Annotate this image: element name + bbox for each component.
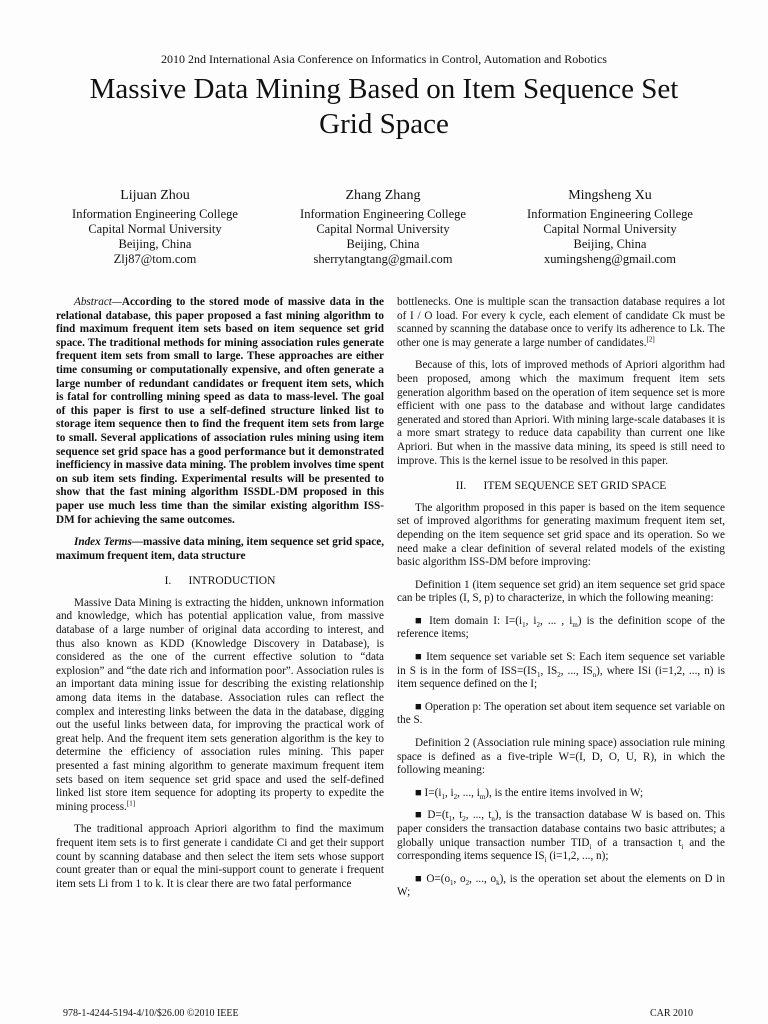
intro-paragraph-1: Massive Data Mining is extracting the hidden, unknown information and knowledge, which has potential application value, from massive database of a large number of original data according to interest, and thus also known as KDD (Knowledge Discovery in Database), is considered as the one of the current effective solution to “data explosion” and “the date rich and information poor”. Association rules is an important data mining issue for describing the existing relationship among data items in the database. Association rules can reflect the complex and interesting links between the data in the database, digging out the useful links between data, for improving the practical work of great help. And the frequent item sets generation algorithm is the key to determine the efficiency of association rules mining. This paper presented a fast mining algorithm to generate maximum frequent item sets based on item sequence set grid space and used the self-defined linked list store item sequence for adopting its property to expedite the mining process.[1]	[56, 596, 384, 813]
author-dept: Information Engineering College	[527, 207, 693, 221]
citation-ref[interactable]: [2]	[646, 335, 655, 344]
author-city: Beijing, China	[573, 237, 647, 251]
citation-ref[interactable]: [1]	[126, 799, 136, 808]
author-block-1	[35, 188, 275, 267]
author-city: Beijing, China	[346, 237, 420, 251]
paragraph-improved-methods: Because of this, lots of improved methods of Apriori algorithm had been proposed, among which the maximum frequent item sets generation algorithm based on the operation of item sequence set is more efficient with one pass to the database and without large candidates generated and stored than Apriori. With mining large-scale databases it is a more smart strategy to reduce data capability than current one like Apriori. But when in the massive data mining, its speed is still need to improve. This is the kernel issue to be resolved in this paper.	[397, 359, 725, 467]
bullet-database-d: ■ $D=(t_1$, $t_2$, ..., $t_n$), is the transaction database W is based on. This paper considers the transaction database contains two basic attributes; a globally unique transaction number $TID_i$ of a transaction $t_i$ and the corresponding items sequence $IS_i$ (i=1,2, ..., n);	[397, 809, 726, 865]
author-dept: Information Engineering College	[300, 207, 466, 221]
bullet-variable-set: ■ Item sequence set variable set S: Each item sequence set variable in S is in the form of $ISS=(IS_1$, $IS_2$, ..., $IS_n$), where ISi (i=1,2, ..., n) is item sequence defined on the I;	[397, 651, 725, 691]
index-terms-lead: Index Terms—	[74, 536, 144, 549]
bullet-operation-set-o: ■ $O=(o_1$, $o_2$, ..., $o_k$), is the operation set about the elements on D in W;	[397, 872, 726, 899]
author-email[interactable]: Zlj87@tom.com	[113, 252, 197, 266]
bullet-items-i: ■ $I=(i_1$, $i_2$, ..., $i_m$), is the entire items involved in W;	[415, 786, 644, 802]
index-terms	[56, 536, 384, 563]
left-column	[56, 296, 384, 900]
index-terms-text: massive data mining, item sequence set grid space, maximum frequent item, data structure	[56, 536, 384, 562]
paper-title-line-2: Grid Space	[319, 108, 449, 140]
author-block-3	[490, 188, 730, 267]
author-univ: Capital Normal University	[316, 222, 450, 236]
paragraph-bottlenecks: bottlenecks. One is multiple scan the transaction database requires a lot of I / O load. For every k cycle, each element of candidate Ck must be scanned by scanning the database once to verify its adherence to Lk. The other one is may generate a large number of candidates.[2]	[397, 296, 725, 349]
bullet-item-domain: ■ Item domain I: $I=(i_1$, $i_2$, ... , $i_m$) is the definition scope of the reference items;	[397, 614, 726, 641]
author-city: Beijing, China	[118, 237, 192, 251]
author-dept: Information Engineering College	[72, 207, 238, 221]
author-block-2	[263, 188, 503, 267]
footer-copyright: 978-1-4244-5194-4/10/$26.00 ©2010 IEEE	[63, 1008, 239, 1019]
intro-paragraph-2: The traditional approach Apriori algorithm to find the maximum frequent item sets is to first generate i candidate Ci and get their support count by scanning database and then select the item sets whose support count greater than or equal the mini-support count to generate i frequent item sets Li from 1 to k. It is clear there are two fatal performance	[56, 823, 384, 890]
conference-name: 2010 2nd International Asia Conference on Informatics in Control, Automation and Robotics	[161, 52, 607, 66]
abstract-lead: Abstract—	[74, 296, 122, 308]
paper-title-line-1: Massive Data Mining Based on Item Sequence Set	[89, 73, 679, 105]
author-name: Lijuan Zhou	[120, 188, 190, 203]
right-column	[397, 296, 725, 909]
abstract	[56, 296, 384, 527]
definition-2: Definition 2 (Association rule mining space) association rule mining space is defined as a five-triple W=(I, D, O, U, R), in which the following meaning:	[397, 737, 725, 777]
author-name: Mingsheng Xu	[568, 188, 652, 203]
bullet-operation: ■ Operation p: The operation set about item sequence set variable on the S.	[397, 700, 725, 727]
author-email[interactable]: sherrytangtang@gmail.com	[313, 252, 453, 266]
paper-title	[20, 72, 748, 142]
paragraph-algorithm-basis: The algorithm proposed in this paper is based on the item sequence set of improved algorithms for generating maximum frequent item set, depending on the item sequence set grid space and its operation. So we need make a clear definition of several related models of the existing basic algorithm ISS-DM before improving:	[397, 501, 725, 569]
author-univ: Capital Normal University	[543, 222, 677, 236]
footer-venue: CAR 2010	[650, 1008, 694, 1019]
author-name: Zhang Zhang	[345, 188, 421, 203]
definition-1: Definition 1 (item sequence set grid) an item sequence set grid space can be triples (I, S, p) to characterize, in which the following meaning:	[397, 578, 725, 605]
author-univ: Capital Normal University	[88, 222, 222, 236]
section-heading-introduction: I. INTRODUCTION	[164, 575, 276, 588]
abstract-text: According to the stored mode of massive data in the relational database, this paper proposed a fast mining algorithm to find maximum frequent item sets based on item sequence set grid space. The traditional methods for mining association rules generate frequent item sets from small to large. These approaches are either time consuming or computationally expensive, and often generate a large number of redundant candidates or frequent item sets, which is fatal for controlling mining speed as data to mass-level. The goal of this paper is first to use a self-defined structure linked list to storage item sequence then to find the frequent item sets from large to small. Several applications of association rules mining using item sequence set grid space has a good performance but it demonstrated inefficiency in massive data mining. The problem involves time spent on sub item sets finding. Experimental results will be presented to show that the fast mining algorithm ISSDL-DM proposed in this paper use much less time than the similar existing algorithm ISS-DM for achieving the same outcomes.	[56, 296, 384, 526]
section-heading-grid-space: II. ITEM SEQUENCE SET GRID SPACE	[455, 480, 667, 493]
author-email[interactable]: xumingsheng@gmail.com	[544, 252, 676, 266]
